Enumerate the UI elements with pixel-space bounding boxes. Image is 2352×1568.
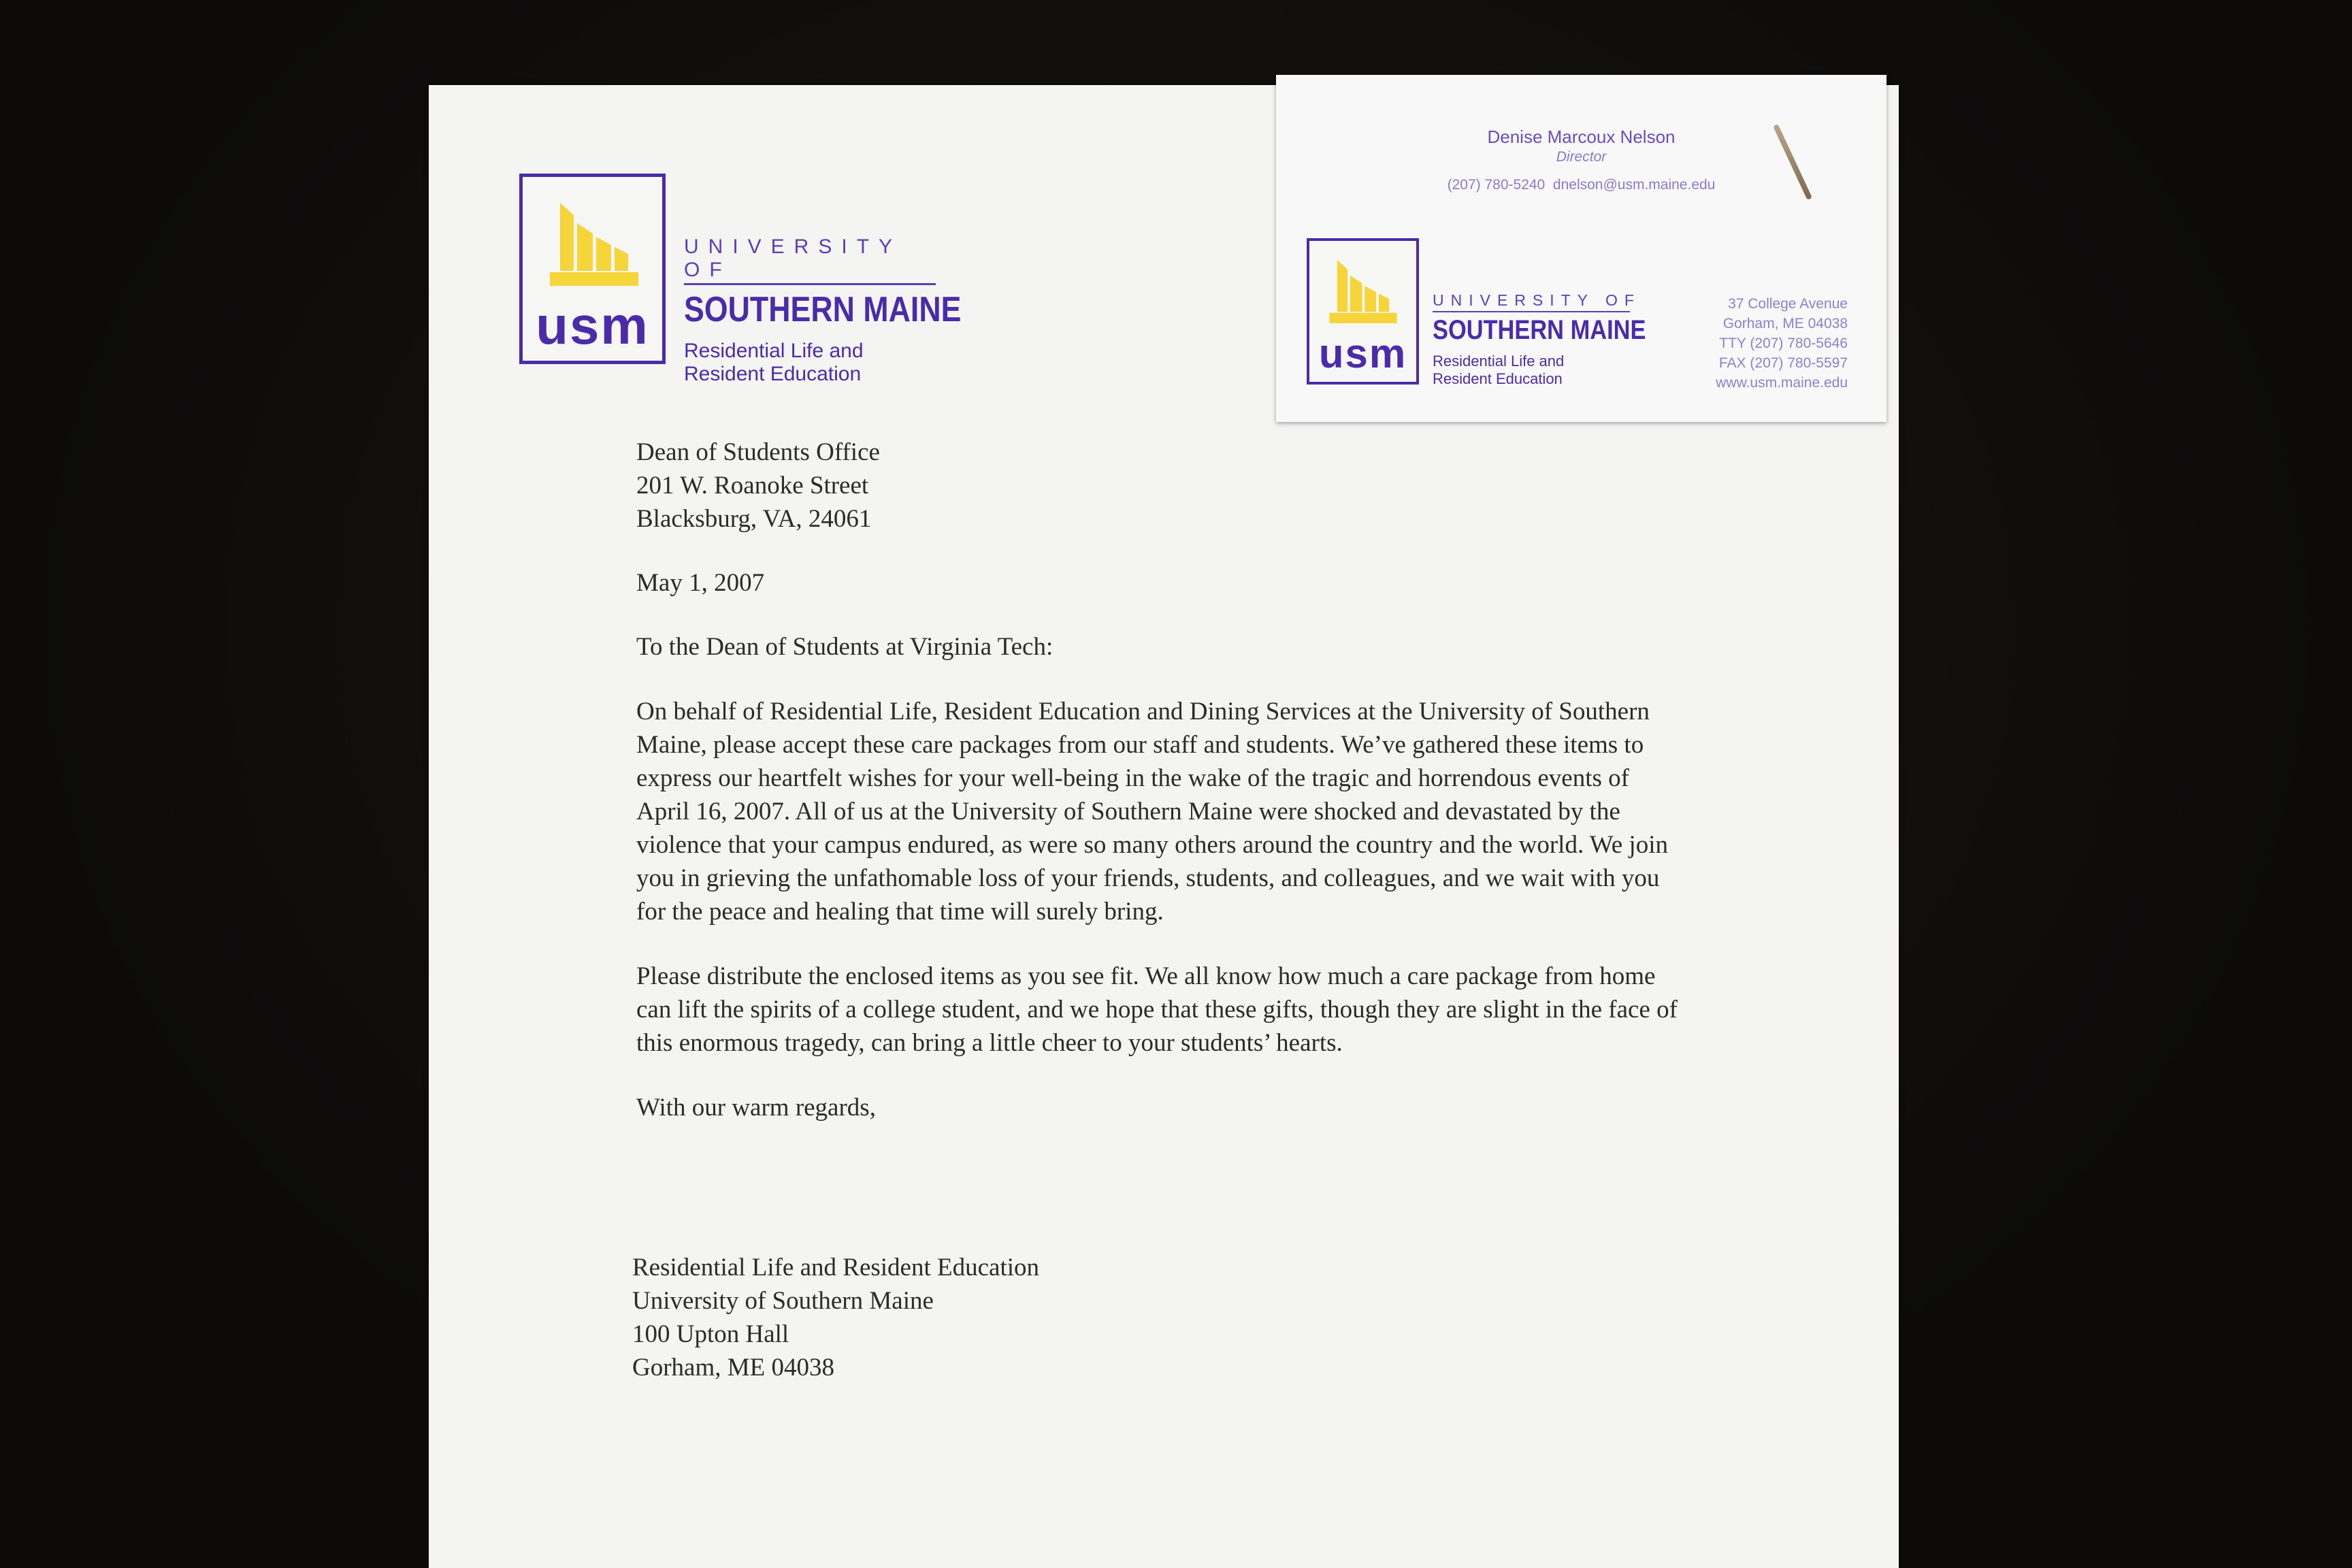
letterhead-dept-line2: Resident Education	[684, 363, 862, 385]
card-rule	[1433, 311, 1630, 312]
card-email: dnelson@usm.maine.edu	[1552, 177, 1716, 193]
recipient-line1: Dean of Students Office	[636, 438, 880, 466]
letter-salutation: To the Dean of Students at Virginia Tech:	[636, 633, 1054, 661]
card-title: Director	[1556, 149, 1607, 165]
signature-line3: 100 Upton Hall	[632, 1320, 789, 1348]
card-contact	[1276, 177, 1886, 193]
card-phone: (207) 780-5240	[1447, 177, 1546, 193]
card-southern-maine: SOUTHERN MAINE	[1433, 315, 1646, 345]
card-tty: TTY (207) 780-5646	[1719, 336, 1848, 351]
letter-date: May 1, 2007	[636, 569, 765, 597]
card-name: Denise Marcoux Nelson	[1487, 127, 1676, 147]
signature-line1: Residential Life and Resident Education	[632, 1254, 1039, 1281]
usm-wordmark: usm	[536, 295, 649, 355]
signature-block	[632, 1251, 1039, 1384]
letter-closing: With our warm regards,	[636, 1094, 876, 1122]
card-address-line1: 37 College Avenue	[1728, 296, 1848, 312]
card-dept-line1: Residential Life and	[1433, 353, 1565, 370]
recipient-line3: Blacksburg, VA, 24061	[636, 505, 872, 533]
card-dept-line2: Resident Education	[1433, 370, 1563, 387]
card-usm-logo	[1307, 238, 1419, 385]
signature-line4: Gorham, ME 04038	[632, 1354, 834, 1382]
card-fax: FAX (207) 780-5597	[1718, 355, 1848, 371]
signature-line2: University of Southern Maine	[632, 1287, 934, 1315]
card-web: www.usm.maine.edu	[1716, 375, 1848, 391]
card-address-line2: Gorham, ME 04038	[1722, 316, 1848, 331]
letter-paragraph-2: Please distribute the enclosed items as you see fit. We all know how much a care package from home can lift the spirits of a college student, and we hope that these gifts, though they are slight in the face of this enormous tragedy, can bring a little cheer to your students’ hearts.	[636, 962, 1678, 1057]
business-card	[1276, 75, 1886, 422]
letterhead-dept-line1: Residential Life and	[684, 340, 864, 362]
recipient-line2: 201 W. Roanoke Street	[636, 472, 869, 500]
letterhead-rule	[684, 283, 936, 285]
letterhead-southern-maine: SOUTHERN MAINE	[684, 290, 962, 329]
letterhead-university-of: UNIVERSITY OF	[684, 235, 902, 281]
card-address-block	[1678, 294, 1848, 393]
card-university-of: UNIVERSITY OF	[1433, 291, 1641, 309]
usm-logo	[519, 174, 666, 364]
letter-paragraph-1: On behalf of Residential Life, Resident Education and Dining Services at the University of Southern Maine, please accept these care packages from our staff and students. We’ve gathered these items to express our heartfelt wishes for your well-being in the wake of the tragic and horrendous events of April 16, 2007. All of us at the University of Southern Maine were shocked and devastated by the violence that your campus endured, as were so many others around the country and the world. We join you in grieving the unfathomable loss of your friends, students, and colleagues, and we wait with you for the peace and healing that time will surely bring.	[636, 698, 1668, 926]
card-usm-building-icon	[1322, 255, 1405, 333]
usm-building-icon	[540, 196, 649, 298]
letter-body	[636, 436, 1678, 1124]
card-usm-wordmark: usm	[1318, 331, 1407, 376]
card-letterhead-text	[1433, 291, 1657, 388]
letterhead-text	[684, 235, 962, 386]
